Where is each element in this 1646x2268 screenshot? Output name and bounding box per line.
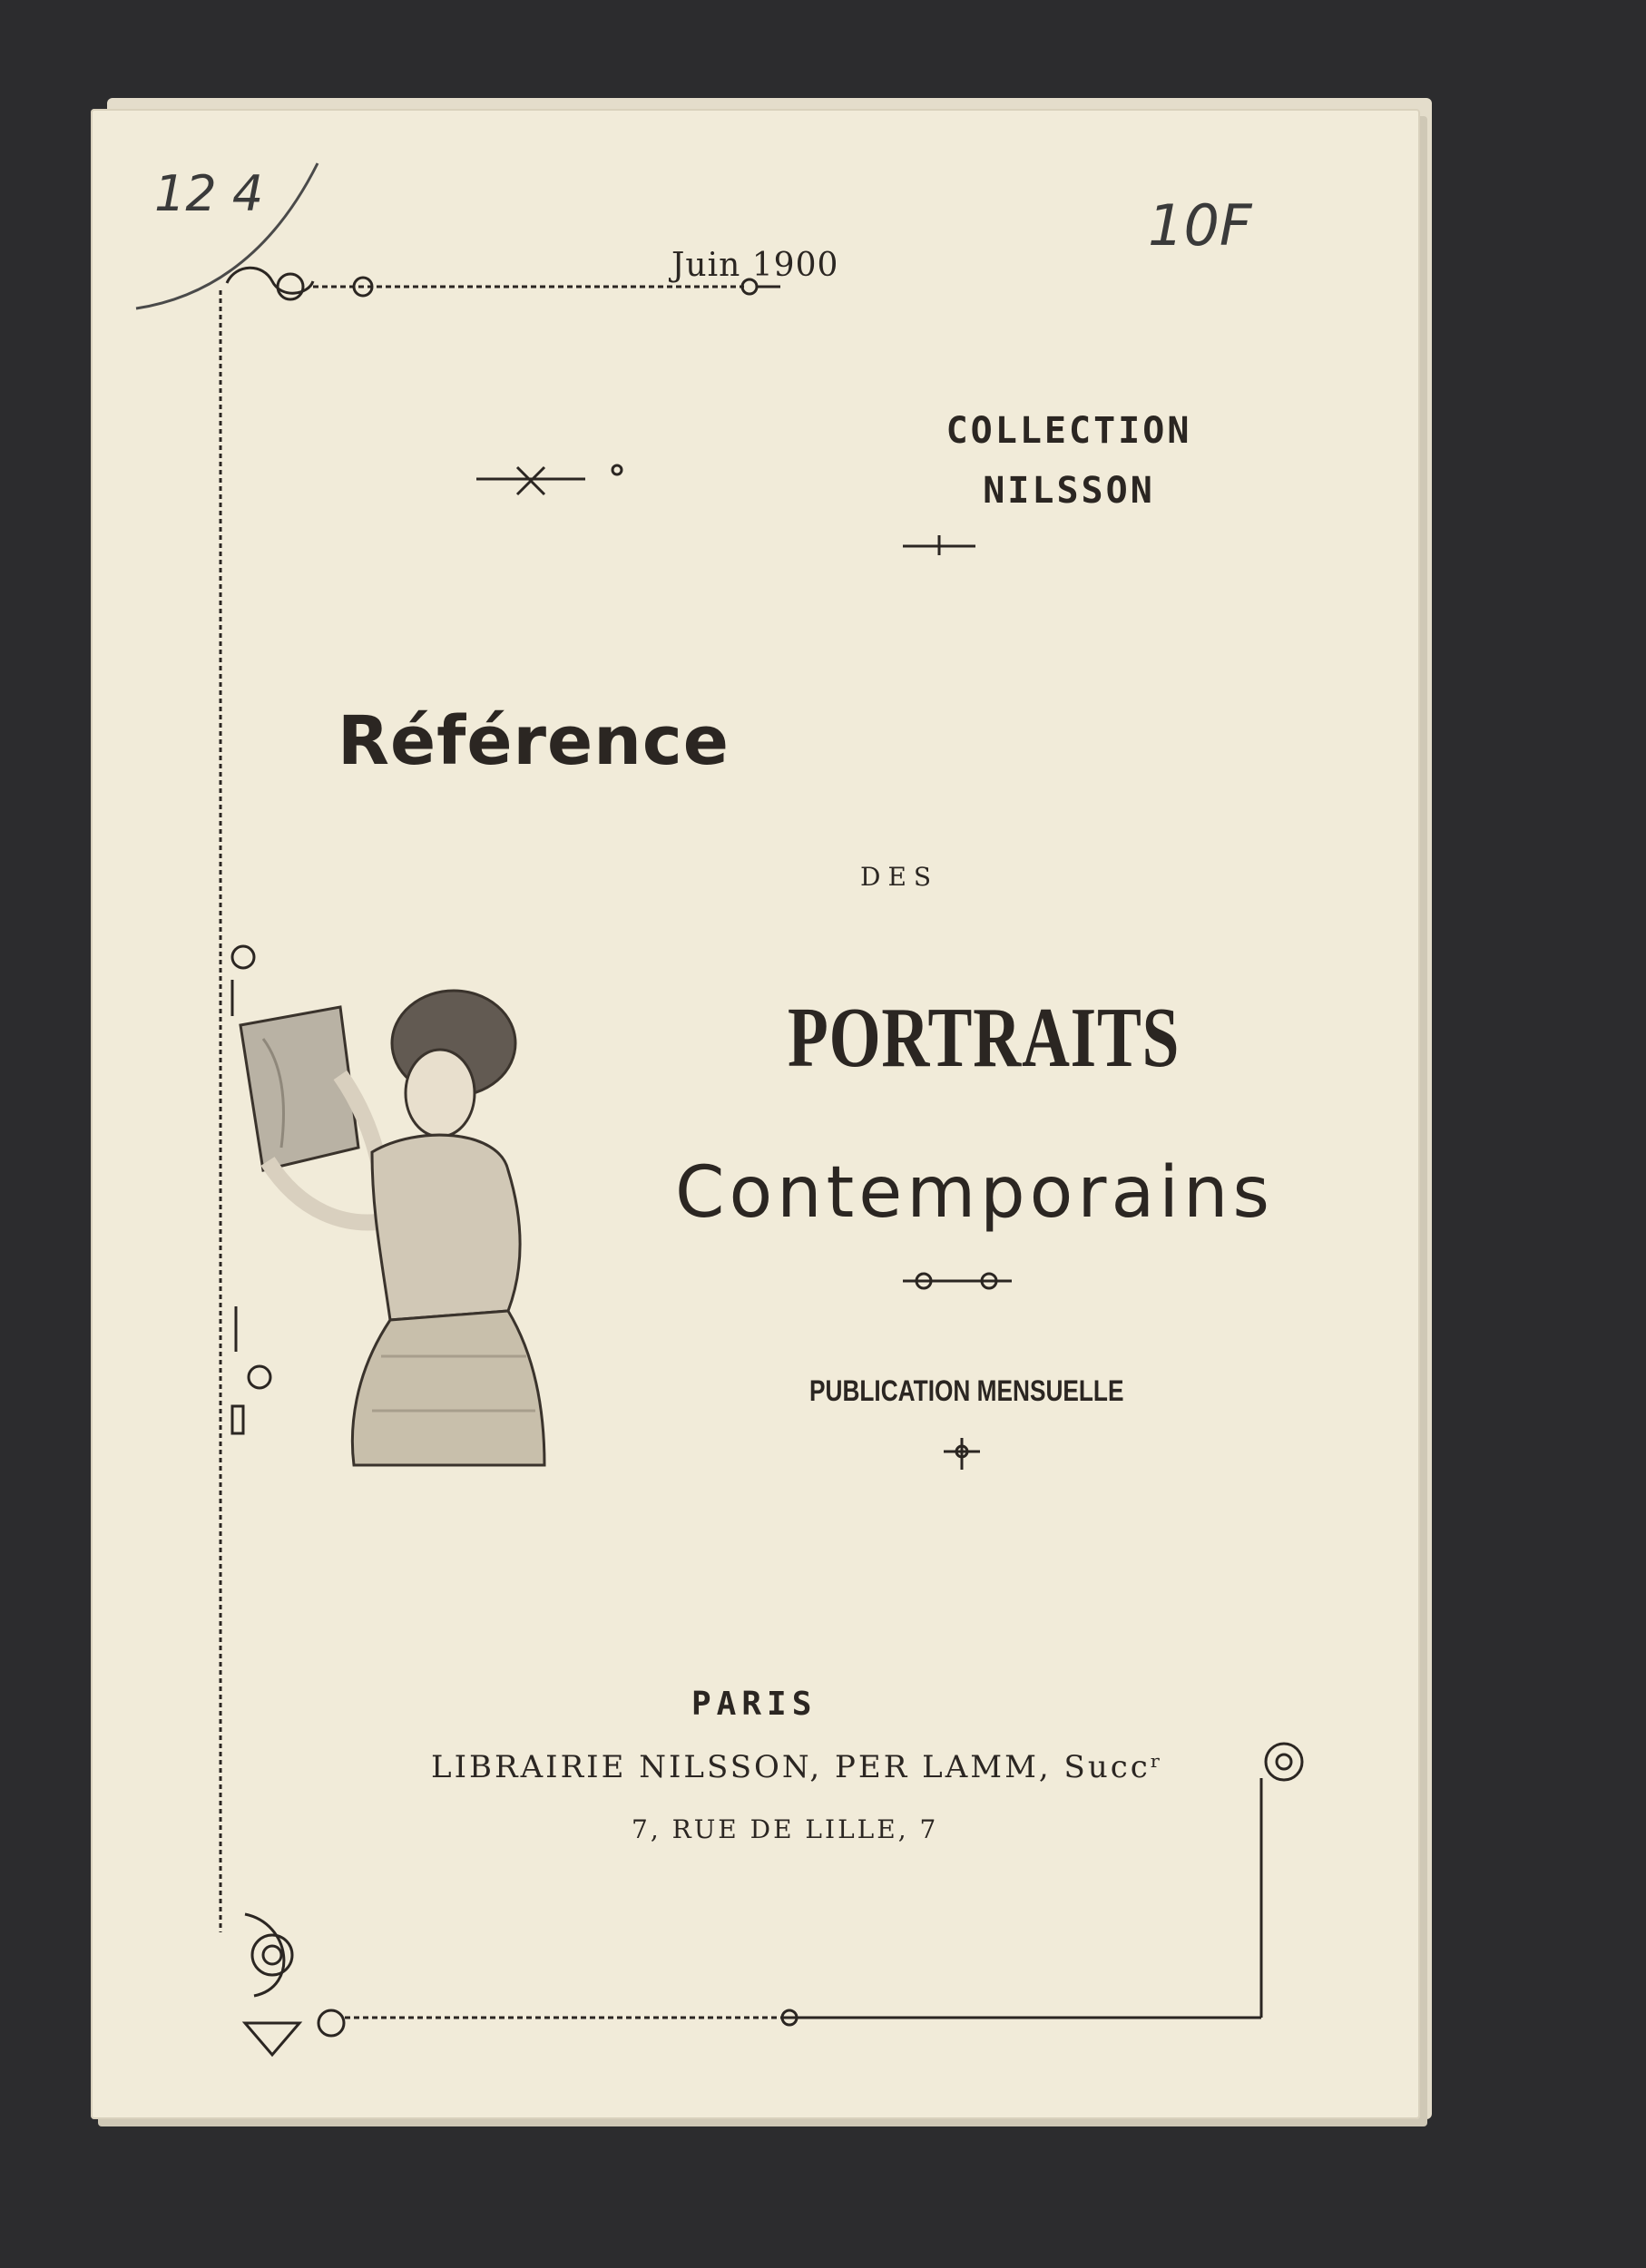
title-reference: Référence xyxy=(338,702,730,780)
title-contemporains: Contemporains xyxy=(675,1152,1275,1234)
document-cover xyxy=(91,109,1420,2119)
title-portraits: PORTRAITS xyxy=(788,991,1181,1085)
title-des: DES xyxy=(860,862,939,892)
collection-line-2: NILSSON xyxy=(983,470,1155,512)
publication-date: Juin 1900 xyxy=(671,247,839,284)
handwritten-note-right: 10F xyxy=(1148,192,1252,259)
publisher: LIBRAIRIE NILSSON, PER LAMM, Succʳ xyxy=(431,1749,1164,1785)
woman-reading-illustration xyxy=(163,957,635,1556)
handwritten-note-left: 12 4 xyxy=(154,165,264,222)
collection-title xyxy=(833,401,1305,521)
collection-line-1: COLLECTION xyxy=(945,410,1192,452)
subtitle-publication: PUBLICATION MENSUELLE xyxy=(809,1374,1124,1407)
address: 7, RUE DE LILLE, 7 xyxy=(632,1814,939,1844)
city: PARIS xyxy=(691,1686,818,1723)
